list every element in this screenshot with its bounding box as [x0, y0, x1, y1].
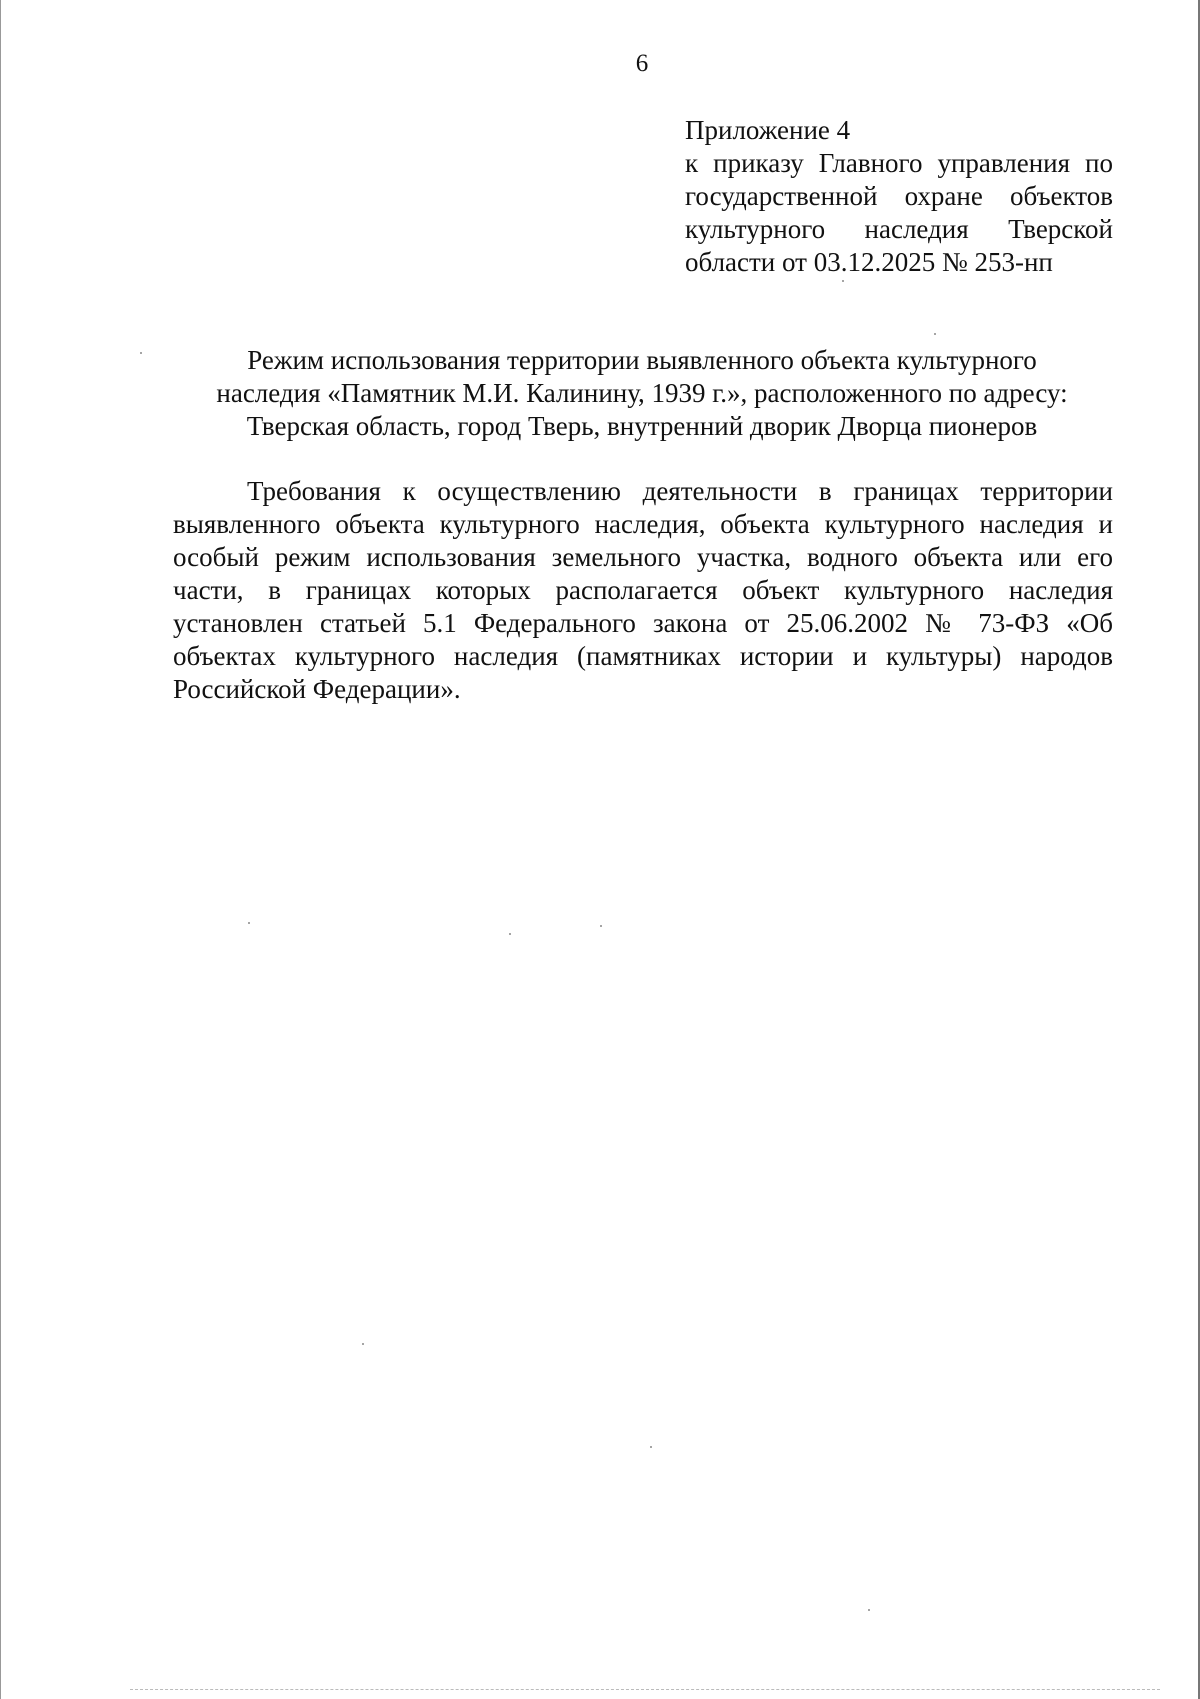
- scan-edge-left: [0, 0, 1, 1699]
- heading-line: Тверская область, город Тверь, внутренний дворик Дворца пионеров: [246, 411, 1038, 441]
- heading-line: Режим использования территории выявленного объекта культурного: [247, 345, 1037, 375]
- document-heading: [150, 344, 1134, 443]
- scan-speck: [842, 280, 844, 282]
- heading-line: наследия «Памятник М.И. Калинину, 1939 г.», расположенного по адресу:: [216, 378, 1068, 408]
- page-number: 6: [635, 50, 649, 77]
- scan-speck: [140, 352, 142, 354]
- appendix-title: Приложение 4: [685, 115, 851, 145]
- scan-speck: [248, 922, 250, 924]
- scan-speck: [509, 933, 511, 935]
- body-paragraph: Требования к осуществлению деятельности в границах территории выявленного объекта культурного наследия, объекта культурного наследия и особый режим использования земельного участка, водного объекта или его части, в границах которых располагается объект культурного наследия установлен статьей 5.1 Федерального закона от 25.06.2002 № 73-ФЗ «Об объектах культурного наследия (памятниках истории и культуры) народов Российской Федерации».: [173, 476, 1113, 704]
- appendix-order-reference: к приказу Главного управления по государственной охране объектов культурного наследия Тверской области от 03.12.2025 № 253-нп: [685, 148, 1113, 277]
- scan-speck: [362, 1343, 364, 1345]
- scan-speck: [934, 333, 936, 335]
- scan-speck: [650, 1446, 652, 1448]
- appendix-block: [685, 114, 1113, 279]
- scan-edge-bottom: [130, 1689, 1160, 1691]
- scan-speck: [868, 1609, 870, 1611]
- scan-speck: [600, 925, 602, 927]
